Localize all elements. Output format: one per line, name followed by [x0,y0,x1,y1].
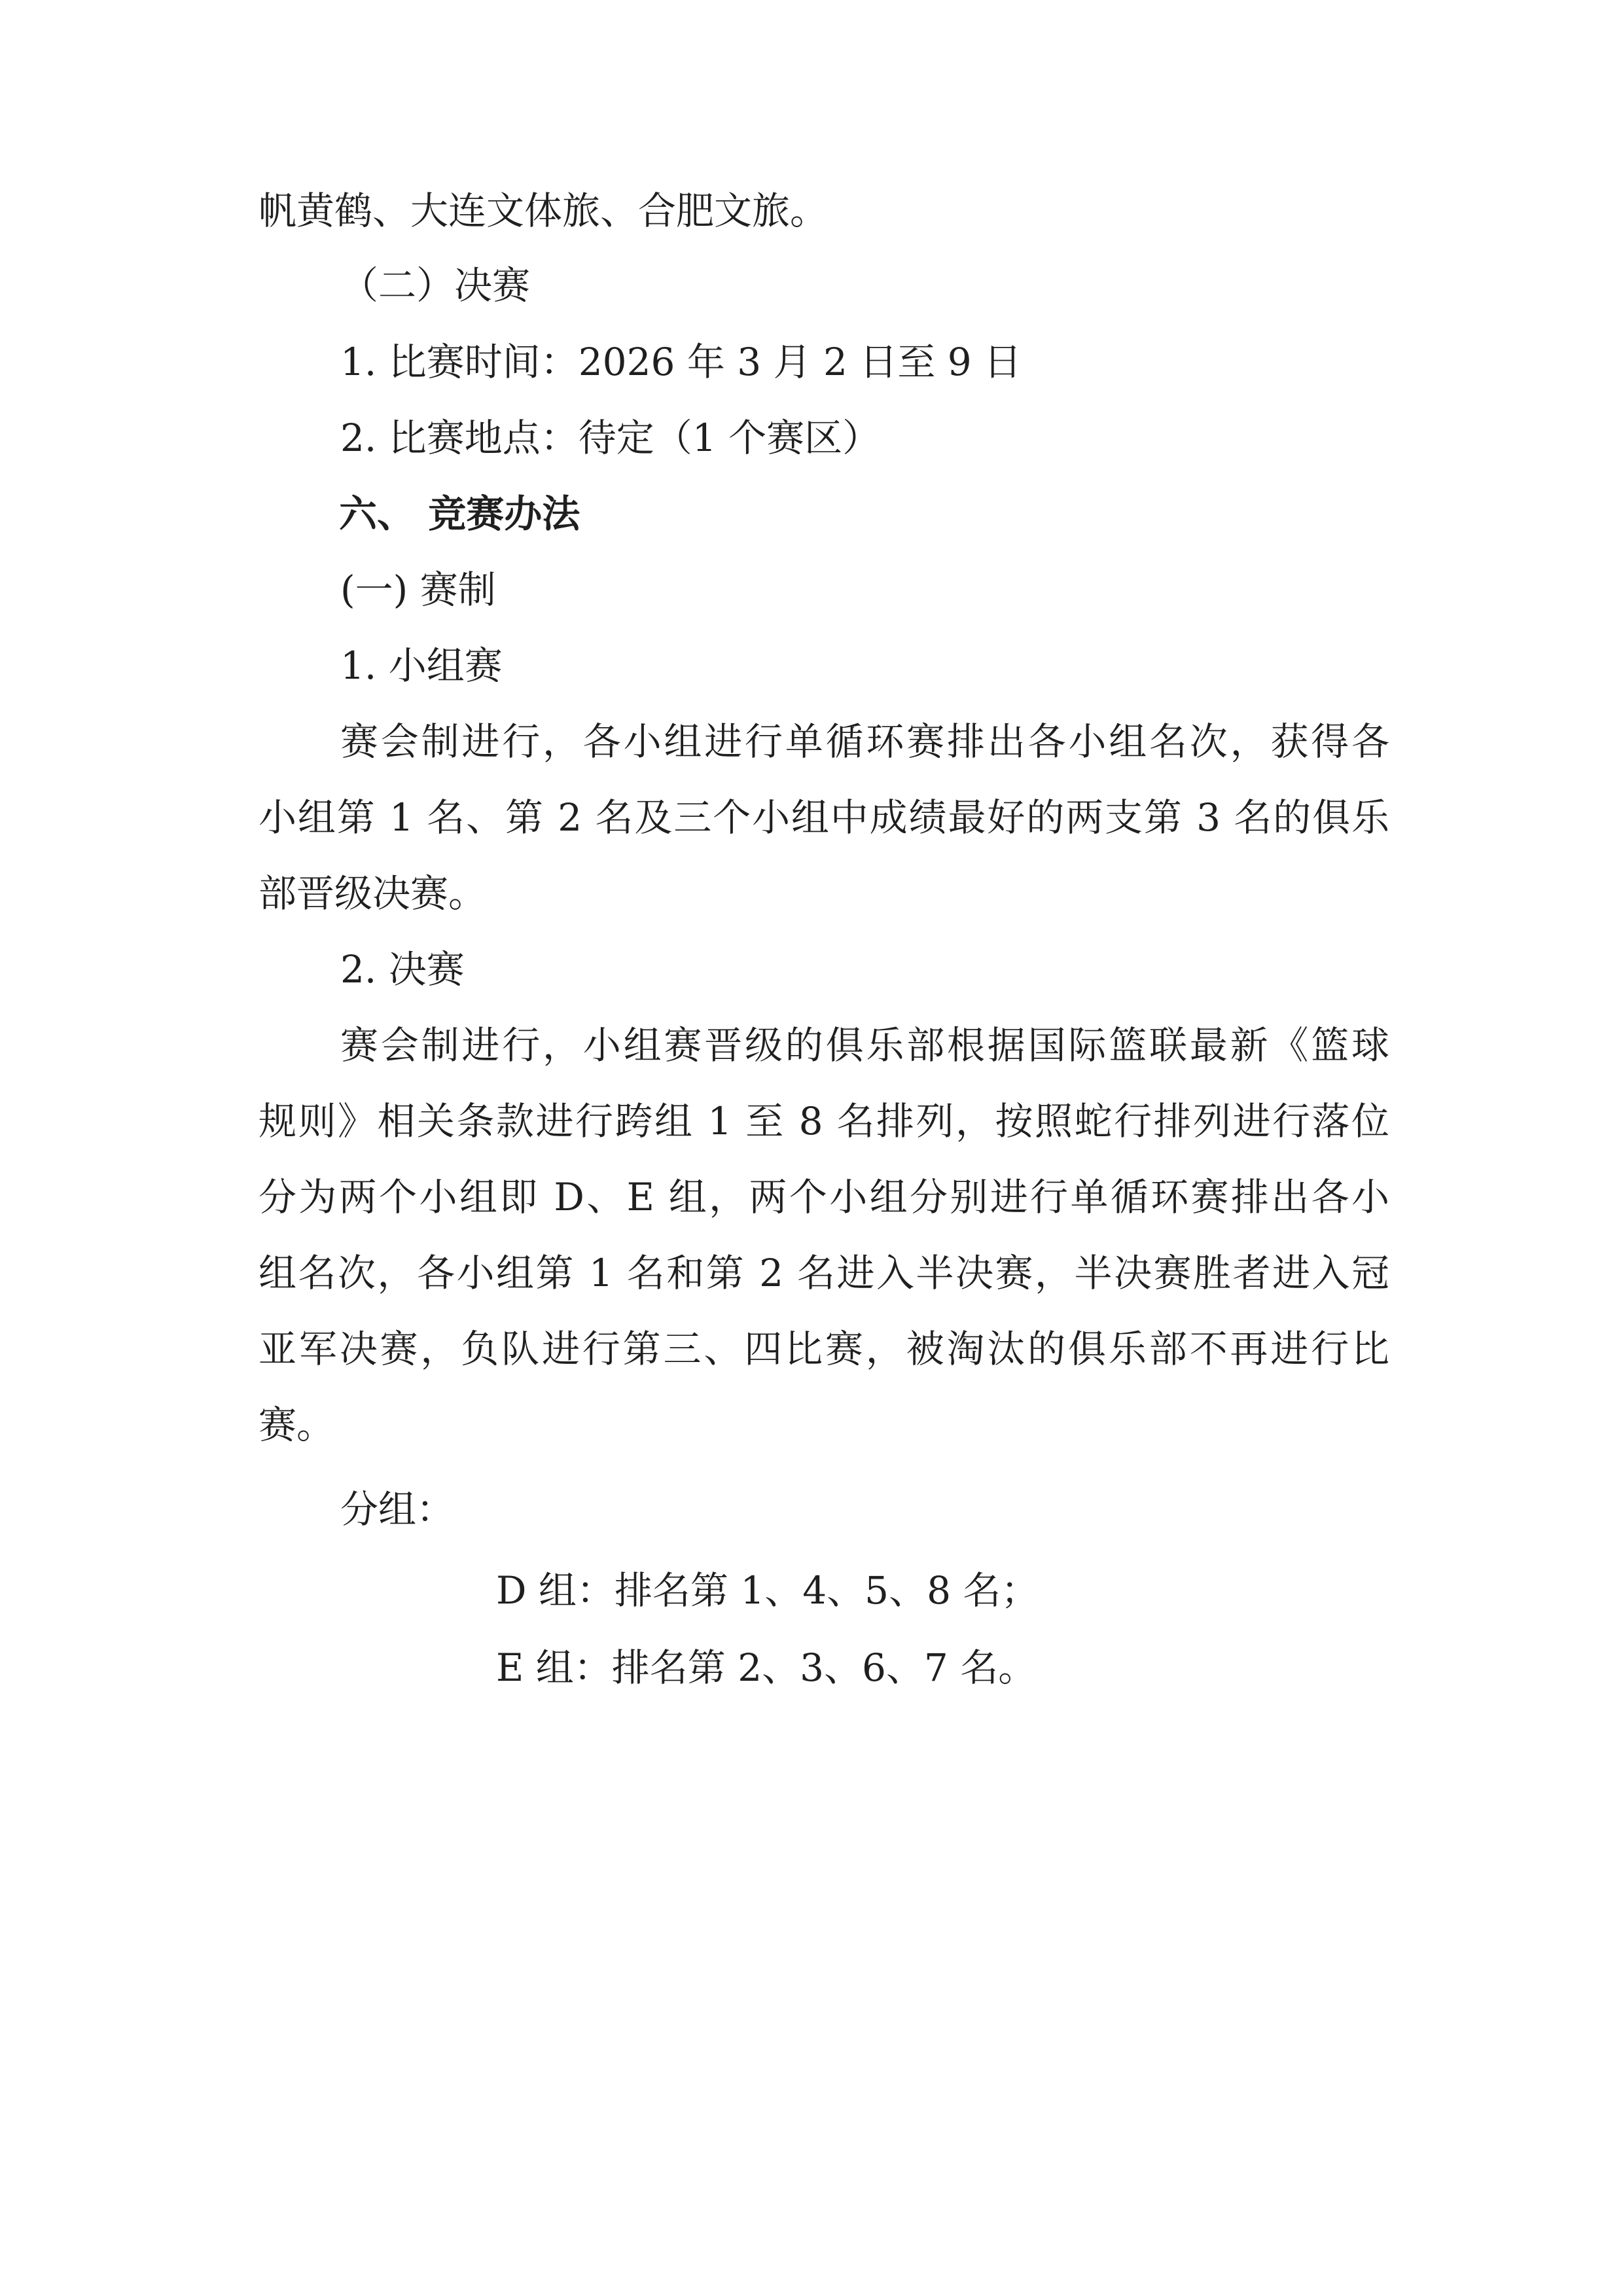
final-time: 1. 比赛时间：2026 年 3 月 2 日至 9 日 [340,340,1022,384]
paragraph-line: 部晋级决赛。 [259,871,487,916]
grouping-label: 分组： [340,1487,455,1532]
paragraph-line: 组名次，各小组第 1 名和第 2 名进入半决赛，半决赛胜者进入冠 [259,1251,1389,1295]
subheading-format: (一) 赛制 [340,567,496,612]
subheading-final: （二）决赛 [340,263,531,308]
group-e: E 组：排名第 2、3、6、7 名。 [496,1645,1037,1690]
paragraph-continuation: 帆黄鹤、大连文体旅、合肥文旅。 [259,188,829,233]
paragraph-line: 小组第 1 名、第 2 名及三个小组中成绩最好的两支第 3 名的俱乐 [259,795,1389,840]
final-location: 2. 比赛地点：待定（1 个赛区） [340,416,881,460]
section-heading: 六、 竞赛办法 [339,492,580,536]
paragraph-line: 赛会制进行，小组赛晋级的俱乐部根据国际篮联最新《篮球 [340,1023,1389,1067]
paragraph-line: 赛会制进行，各小组进行单循环赛排出各小组名次，获得各 [340,719,1389,764]
subheading-final-stage: 2. 决赛 [340,947,465,992]
paragraph-line: 赛。 [259,1403,335,1447]
paragraph-line: 规则》相关条款进行跨组 1 至 8 名排列，按照蛇行排列进行落位 [259,1099,1389,1143]
subheading-group-stage: 1. 小组赛 [340,643,503,688]
paragraph-line: 亚军决赛，负队进行第三、四比赛，被淘汰的俱乐部不再进行比 [259,1327,1389,1371]
paragraph-line: 分为两个小组即 D、E 组，两个小组分别进行单循环赛排出各小 [259,1175,1389,1219]
group-d: D 组：排名第 1、4、5、8 名； [496,1568,1039,1613]
